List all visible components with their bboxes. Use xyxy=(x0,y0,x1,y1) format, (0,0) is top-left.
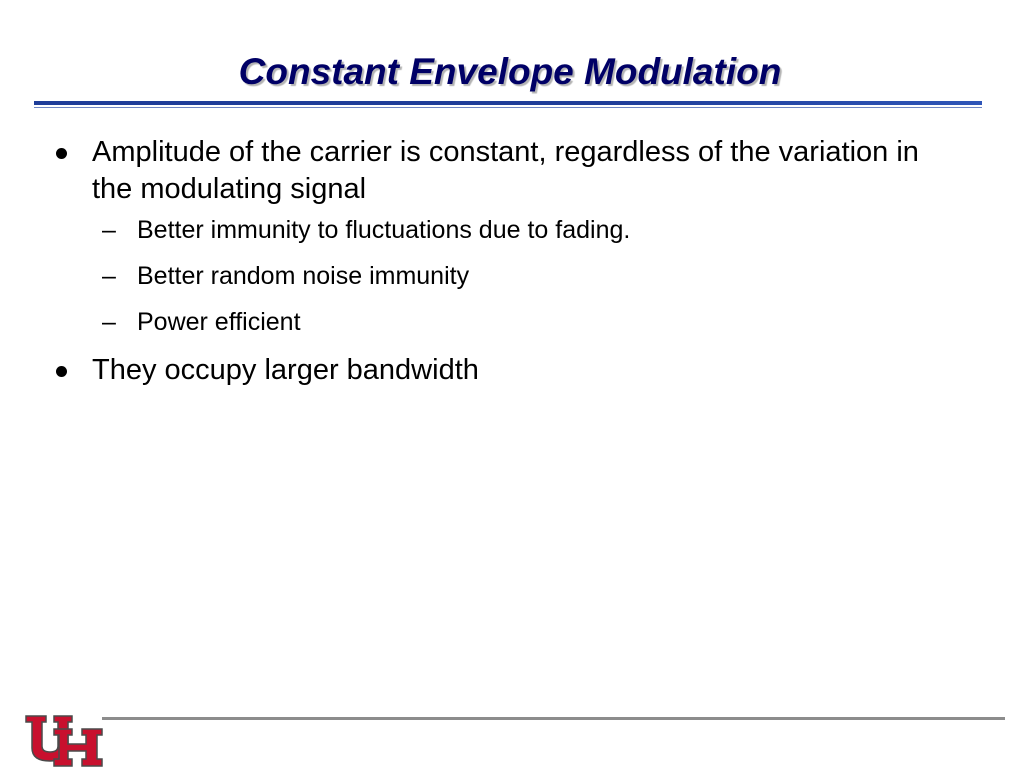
slide-title: Constant Envelope Modulation xyxy=(238,51,782,92)
sub-bullet-item xyxy=(102,260,956,292)
sub-bullet-text: Power efficient xyxy=(137,308,301,336)
sub-bullet-text: Better random noise immunity xyxy=(137,262,470,290)
bullet-text: Amplitude of the carrier is constant, regardless of the variation in the modulating signal xyxy=(92,136,919,205)
bullet-dot-icon xyxy=(56,366,67,377)
sub-bullet-text: Better immunity to fluctuations due to fading. xyxy=(137,216,631,244)
sub-bullet-dash: – xyxy=(102,216,116,244)
sub-bullet-item xyxy=(102,306,956,338)
bullet-item xyxy=(56,352,956,389)
bullet-item xyxy=(56,134,956,208)
sub-bullet-dash: – xyxy=(102,262,116,290)
bullet-text: They occupy larger bandwidth xyxy=(92,354,479,386)
uh-logo-icon xyxy=(24,713,104,768)
title-underline-thin xyxy=(34,107,982,108)
logo-letter-h xyxy=(54,729,102,766)
bullet-dot-icon xyxy=(56,148,67,159)
title-underline xyxy=(34,101,982,110)
sub-bullet-dash: – xyxy=(102,308,116,336)
title-underline-band xyxy=(34,101,982,105)
slide-content xyxy=(56,134,956,395)
sub-bullet-list xyxy=(56,214,956,338)
footer-rule xyxy=(102,717,1005,720)
sub-bullet-item xyxy=(102,214,956,246)
